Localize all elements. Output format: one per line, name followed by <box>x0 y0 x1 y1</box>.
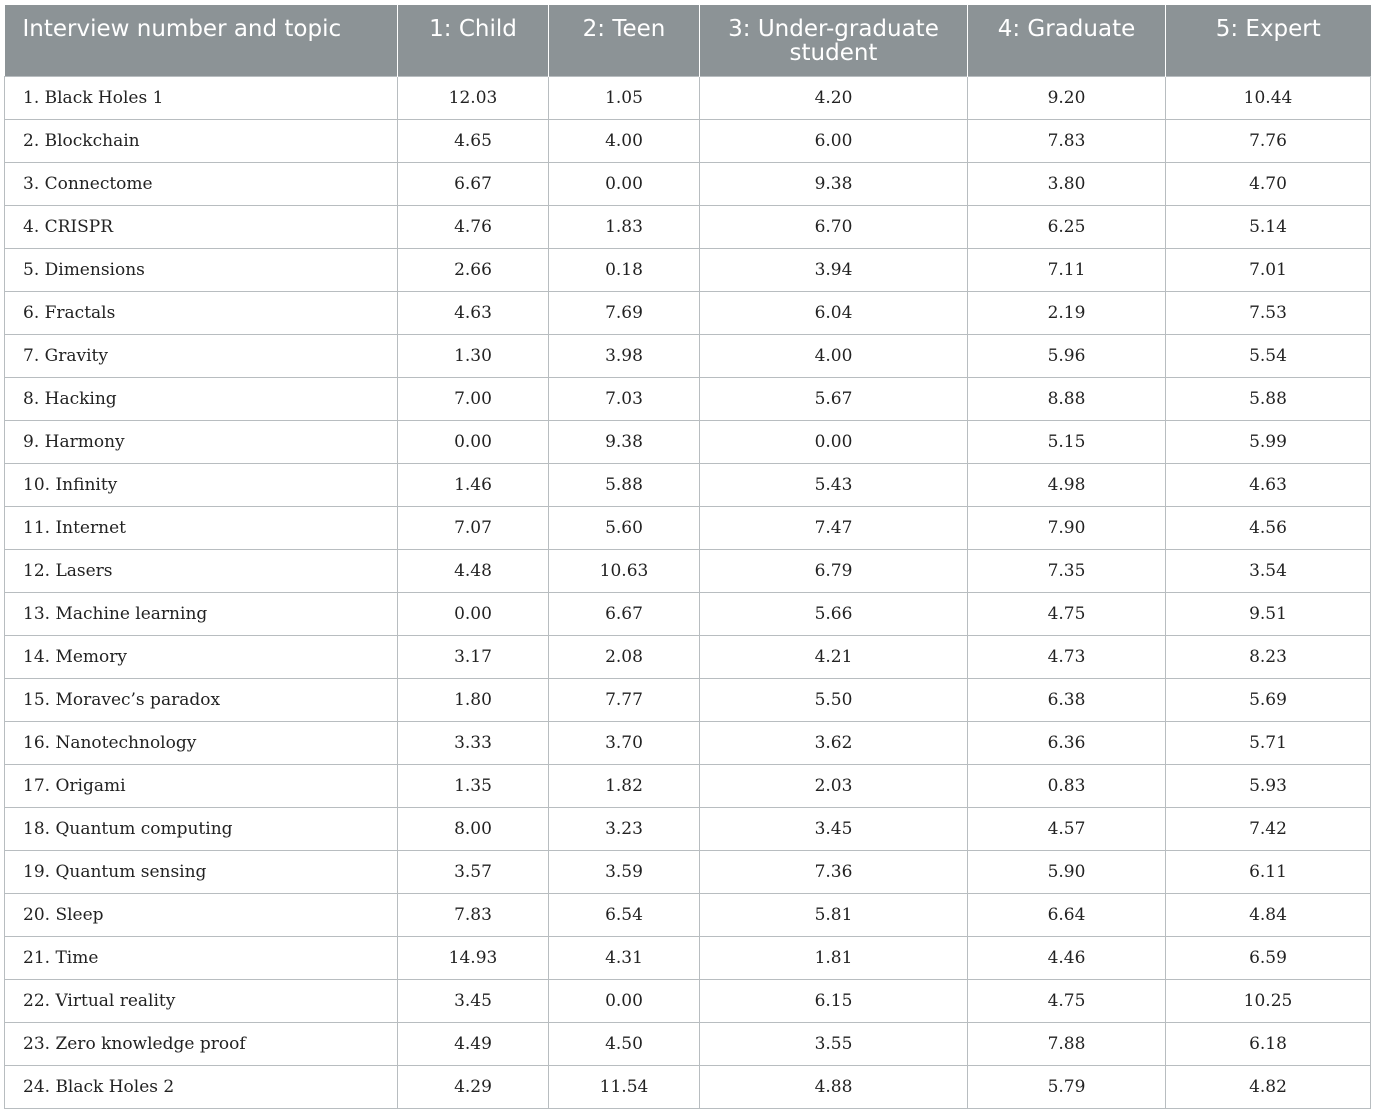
cell-teen: 4.00 <box>549 119 700 162</box>
cell-graduate: 6.25 <box>968 205 1166 248</box>
cell-topic: 15. Moravec’s paradox <box>5 678 398 721</box>
table-row <box>5 979 1371 1022</box>
table-row <box>5 1065 1371 1108</box>
table-row <box>5 635 1371 678</box>
cell-child: 1.30 <box>398 334 549 377</box>
cell-undergraduate: 9.38 <box>700 162 968 205</box>
cell-expert: 5.14 <box>1166 205 1371 248</box>
cell-child: 3.45 <box>398 979 549 1022</box>
cell-graduate: 7.90 <box>968 506 1166 549</box>
cell-expert: 10.44 <box>1166 76 1371 119</box>
cell-teen: 3.98 <box>549 334 700 377</box>
cell-teen: 3.23 <box>549 807 700 850</box>
cell-undergraduate: 6.70 <box>700 205 968 248</box>
header-row <box>5 5 1371 76</box>
cell-teen: 7.03 <box>549 377 700 420</box>
cell-undergraduate: 4.00 <box>700 334 968 377</box>
cell-teen: 4.31 <box>549 936 700 979</box>
cell-undergraduate: 5.66 <box>700 592 968 635</box>
cell-topic: 14. Memory <box>5 635 398 678</box>
cell-topic: 19. Quantum sensing <box>5 850 398 893</box>
cell-child: 4.65 <box>398 119 549 162</box>
cell-child: 1.80 <box>398 678 549 721</box>
cell-graduate: 7.11 <box>968 248 1166 291</box>
data-table <box>4 5 1371 1109</box>
cell-undergraduate: 0.00 <box>700 420 968 463</box>
cell-expert: 5.69 <box>1166 678 1371 721</box>
table-row <box>5 764 1371 807</box>
cell-graduate: 7.88 <box>968 1022 1166 1065</box>
cell-expert: 7.42 <box>1166 807 1371 850</box>
cell-graduate: 6.36 <box>968 721 1166 764</box>
cell-child: 6.67 <box>398 162 549 205</box>
cell-graduate: 4.75 <box>968 592 1166 635</box>
cell-undergraduate: 2.03 <box>700 764 968 807</box>
cell-topic: 8. Hacking <box>5 377 398 420</box>
cell-teen: 5.88 <box>549 463 700 506</box>
cell-graduate: 8.88 <box>968 377 1166 420</box>
cell-undergraduate: 6.00 <box>700 119 968 162</box>
cell-graduate: 5.79 <box>968 1065 1166 1108</box>
header-cell-teen: 2: Teen <box>549 5 700 76</box>
cell-teen: 1.82 <box>549 764 700 807</box>
cell-graduate: 5.90 <box>968 850 1166 893</box>
cell-topic: 18. Quantum computing <box>5 807 398 850</box>
table-row <box>5 463 1371 506</box>
header-cell-topic: Interview number and topic <box>5 5 398 76</box>
cell-child: 7.00 <box>398 377 549 420</box>
cell-expert: 6.18 <box>1166 1022 1371 1065</box>
cell-teen: 2.08 <box>549 635 700 678</box>
cell-undergraduate: 1.81 <box>700 936 968 979</box>
cell-graduate: 4.98 <box>968 463 1166 506</box>
cell-graduate: 4.75 <box>968 979 1166 1022</box>
table-row <box>5 506 1371 549</box>
cell-teen: 10.63 <box>549 549 700 592</box>
cell-expert: 6.11 <box>1166 850 1371 893</box>
cell-teen: 4.50 <box>549 1022 700 1065</box>
cell-graduate: 4.46 <box>968 936 1166 979</box>
cell-graduate: 0.83 <box>968 764 1166 807</box>
cell-teen: 0.18 <box>549 248 700 291</box>
cell-topic: 21. Time <box>5 936 398 979</box>
cell-expert: 10.25 <box>1166 979 1371 1022</box>
cell-expert: 4.82 <box>1166 1065 1371 1108</box>
cell-undergraduate: 3.45 <box>700 807 968 850</box>
table-row <box>5 549 1371 592</box>
cell-undergraduate: 5.67 <box>700 377 968 420</box>
cell-child: 7.83 <box>398 893 549 936</box>
cell-undergraduate: 4.21 <box>700 635 968 678</box>
cell-teen: 7.69 <box>549 291 700 334</box>
cell-graduate: 9.20 <box>968 76 1166 119</box>
cell-child: 4.49 <box>398 1022 549 1065</box>
cell-graduate: 7.83 <box>968 119 1166 162</box>
header-cell-graduate: 4: Graduate <box>968 5 1166 76</box>
cell-undergraduate: 6.79 <box>700 549 968 592</box>
cell-expert: 4.84 <box>1166 893 1371 936</box>
cell-graduate: 4.73 <box>968 635 1166 678</box>
table-row <box>5 377 1371 420</box>
cell-undergraduate: 5.43 <box>700 463 968 506</box>
cell-topic: 24. Black Holes 2 <box>5 1065 398 1108</box>
cell-child: 4.48 <box>398 549 549 592</box>
cell-child: 12.03 <box>398 76 549 119</box>
cell-topic: 23. Zero knowledge proof <box>5 1022 398 1065</box>
cell-topic: 20. Sleep <box>5 893 398 936</box>
cell-child: 0.00 <box>398 592 549 635</box>
cell-expert: 4.63 <box>1166 463 1371 506</box>
cell-undergraduate: 5.50 <box>700 678 968 721</box>
cell-topic: 3. Connectome <box>5 162 398 205</box>
table-body <box>5 76 1371 1108</box>
cell-topic: 13. Machine learning <box>5 592 398 635</box>
cell-topic: 4. CRISPR <box>5 205 398 248</box>
cell-child: 1.46 <box>398 463 549 506</box>
cell-teen: 6.54 <box>549 893 700 936</box>
cell-expert: 7.76 <box>1166 119 1371 162</box>
header-cell-undergraduate: 3: Under-graduate student <box>700 5 968 76</box>
cell-undergraduate: 5.81 <box>700 893 968 936</box>
cell-expert: 7.53 <box>1166 291 1371 334</box>
cell-expert: 4.70 <box>1166 162 1371 205</box>
cell-child: 1.35 <box>398 764 549 807</box>
header-cell-expert: 5: Expert <box>1166 5 1371 76</box>
cell-topic: 16. Nanotechnology <box>5 721 398 764</box>
cell-child: 7.07 <box>398 506 549 549</box>
cell-expert: 5.88 <box>1166 377 1371 420</box>
cell-teen: 11.54 <box>549 1065 700 1108</box>
table-row <box>5 76 1371 119</box>
cell-graduate: 6.64 <box>968 893 1166 936</box>
cell-graduate: 5.15 <box>968 420 1166 463</box>
cell-expert: 4.56 <box>1166 506 1371 549</box>
cell-undergraduate: 3.94 <box>700 248 968 291</box>
cell-child: 3.33 <box>398 721 549 764</box>
cell-expert: 8.23 <box>1166 635 1371 678</box>
cell-undergraduate: 6.15 <box>700 979 968 1022</box>
cell-teen: 6.67 <box>549 592 700 635</box>
table-row <box>5 850 1371 893</box>
cell-topic: 1. Black Holes 1 <box>5 76 398 119</box>
cell-topic: 22. Virtual reality <box>5 979 398 1022</box>
cell-undergraduate: 7.36 <box>700 850 968 893</box>
table-row <box>5 420 1371 463</box>
cell-teen: 0.00 <box>549 162 700 205</box>
cell-graduate: 7.35 <box>968 549 1166 592</box>
cell-undergraduate: 4.20 <box>700 76 968 119</box>
cell-topic: 6. Fractals <box>5 291 398 334</box>
cell-graduate: 5.96 <box>968 334 1166 377</box>
table-row <box>5 893 1371 936</box>
cell-child: 3.57 <box>398 850 549 893</box>
table-row <box>5 248 1371 291</box>
cell-child: 4.63 <box>398 291 549 334</box>
cell-teen: 7.77 <box>549 678 700 721</box>
table-row <box>5 807 1371 850</box>
cell-child: 0.00 <box>398 420 549 463</box>
table-row <box>5 592 1371 635</box>
table-row <box>5 119 1371 162</box>
cell-topic: 17. Origami <box>5 764 398 807</box>
cell-teen: 1.83 <box>549 205 700 248</box>
header-cell-child: 1: Child <box>398 5 549 76</box>
cell-graduate: 6.38 <box>968 678 1166 721</box>
cell-child: 4.29 <box>398 1065 549 1108</box>
cell-child: 3.17 <box>398 635 549 678</box>
cell-expert: 9.51 <box>1166 592 1371 635</box>
table-row <box>5 678 1371 721</box>
cell-topic: 9. Harmony <box>5 420 398 463</box>
cell-graduate: 3.80 <box>968 162 1166 205</box>
table-row <box>5 205 1371 248</box>
table-row <box>5 334 1371 377</box>
table-row <box>5 162 1371 205</box>
cell-undergraduate: 3.55 <box>700 1022 968 1065</box>
cell-expert: 6.59 <box>1166 936 1371 979</box>
cell-child: 2.66 <box>398 248 549 291</box>
cell-teen: 3.70 <box>549 721 700 764</box>
cell-undergraduate: 3.62 <box>700 721 968 764</box>
cell-topic: 10. Infinity <box>5 463 398 506</box>
table-row <box>5 1022 1371 1065</box>
table-row <box>5 721 1371 764</box>
cell-expert: 7.01 <box>1166 248 1371 291</box>
cell-undergraduate: 4.88 <box>700 1065 968 1108</box>
cell-topic: 2. Blockchain <box>5 119 398 162</box>
cell-expert: 5.93 <box>1166 764 1371 807</box>
cell-teen: 1.05 <box>549 76 700 119</box>
cell-expert: 5.99 <box>1166 420 1371 463</box>
cell-teen: 3.59 <box>549 850 700 893</box>
cell-undergraduate: 7.47 <box>700 506 968 549</box>
cell-teen: 0.00 <box>549 979 700 1022</box>
cell-graduate: 4.57 <box>968 807 1166 850</box>
cell-teen: 9.38 <box>549 420 700 463</box>
cell-expert: 3.54 <box>1166 549 1371 592</box>
cell-child: 4.76 <box>398 205 549 248</box>
table-row <box>5 291 1371 334</box>
cell-topic: 11. Internet <box>5 506 398 549</box>
cell-teen: 5.60 <box>549 506 700 549</box>
cell-expert: 5.54 <box>1166 334 1371 377</box>
cell-topic: 12. Lasers <box>5 549 398 592</box>
table-row <box>5 936 1371 979</box>
cell-topic: 7. Gravity <box>5 334 398 377</box>
cell-expert: 5.71 <box>1166 721 1371 764</box>
cell-undergraduate: 6.04 <box>700 291 968 334</box>
cell-topic: 5. Dimensions <box>5 248 398 291</box>
cell-child: 8.00 <box>398 807 549 850</box>
cell-graduate: 2.19 <box>968 291 1166 334</box>
cell-child: 14.93 <box>398 936 549 979</box>
